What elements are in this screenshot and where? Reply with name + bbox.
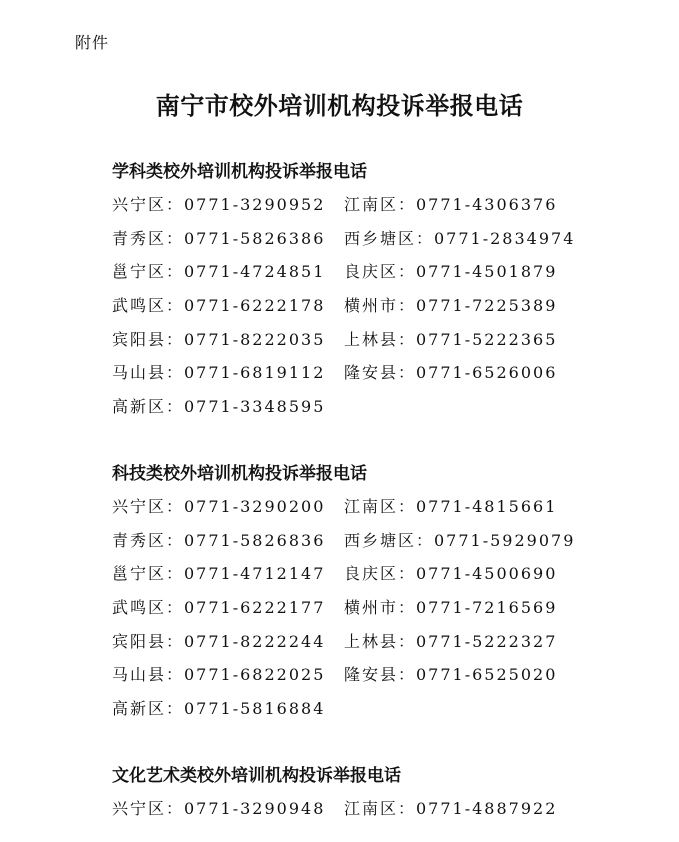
district-phone: 隆安县：0771-6525020 xyxy=(344,665,558,685)
district-phone: 兴宁区：0771-3290948 xyxy=(112,799,326,818)
district-phone: 上林县：0771-5222365 xyxy=(344,329,558,349)
list-item xyxy=(112,597,652,631)
list-item xyxy=(112,563,652,597)
district-phone: 宾阳县：0771-8222035 xyxy=(112,329,326,349)
list-item xyxy=(112,194,652,228)
district-phone: 青秀区：0771-5826386 xyxy=(112,228,326,248)
list-item xyxy=(112,362,652,396)
district-phone: 江南区：0771-4815661 xyxy=(344,497,558,516)
district-phone: 横州市：0771-7225389 xyxy=(344,296,558,316)
district-phone: 高新区：0771-5816884 xyxy=(112,699,326,719)
district-phone: 兴宁区：0771-3290952 xyxy=(112,195,326,214)
list-item xyxy=(112,329,652,363)
district-phone: 马山县：0771-6822025 xyxy=(112,665,326,685)
district-phone: 宾阳县：0771-8222244 xyxy=(112,631,326,651)
district-phone: 西乡塘区：0771-2834974 xyxy=(344,228,576,248)
document-title: 南宁市校外培训机构投诉举报电话 xyxy=(155,91,524,120)
list-item xyxy=(112,530,652,564)
district-phone: 青秀区：0771-5826836 xyxy=(112,530,326,550)
district-phone: 上林县：0771-5222327 xyxy=(344,631,558,651)
list-item xyxy=(112,496,652,530)
section-heading: 学科类校外培训机构投诉举报电话 xyxy=(112,162,367,182)
district-phone: 高新区：0771-3348595 xyxy=(112,397,326,417)
district-phone: 江南区：0771-4887922 xyxy=(344,799,558,818)
section-technology-training xyxy=(112,463,652,732)
district-phone: 隆安县：0771-6526006 xyxy=(344,363,558,383)
attachment-label: 附件 xyxy=(75,33,110,52)
list-item xyxy=(112,798,652,832)
section-heading: 科技类校外培训机构投诉举报电话 xyxy=(112,464,367,484)
district-phone: 兴宁区：0771-3290200 xyxy=(112,497,326,516)
district-phone: 邕宁区：0771-4712147 xyxy=(112,564,326,584)
district-phone: 武鸣区：0771-6222178 xyxy=(112,296,326,316)
section-heading: 文化艺术类校外培训机构投诉举报电话 xyxy=(112,766,401,786)
district-phone: 横州市：0771-7216569 xyxy=(344,598,558,618)
district-phone: 良庆区：0771-4500690 xyxy=(344,564,558,584)
district-phone: 良庆区：0771-4501879 xyxy=(344,262,558,282)
list-item xyxy=(112,664,652,698)
list-item xyxy=(112,396,652,430)
district-phone: 邕宁区：0771-4724851 xyxy=(112,262,326,282)
district-phone: 江南区：0771-4306376 xyxy=(344,195,558,214)
section-arts-training xyxy=(112,765,652,832)
district-phone: 马山县：0771-6819112 xyxy=(112,363,326,383)
district-phone: 武鸣区：0771-6222177 xyxy=(112,598,326,618)
list-item xyxy=(112,698,652,732)
list-item xyxy=(112,261,652,295)
section-subject-training xyxy=(112,161,652,430)
list-item xyxy=(112,631,652,665)
list-item xyxy=(112,295,652,329)
district-phone: 西乡塘区：0771-5929079 xyxy=(344,530,576,550)
list-item xyxy=(112,228,652,262)
